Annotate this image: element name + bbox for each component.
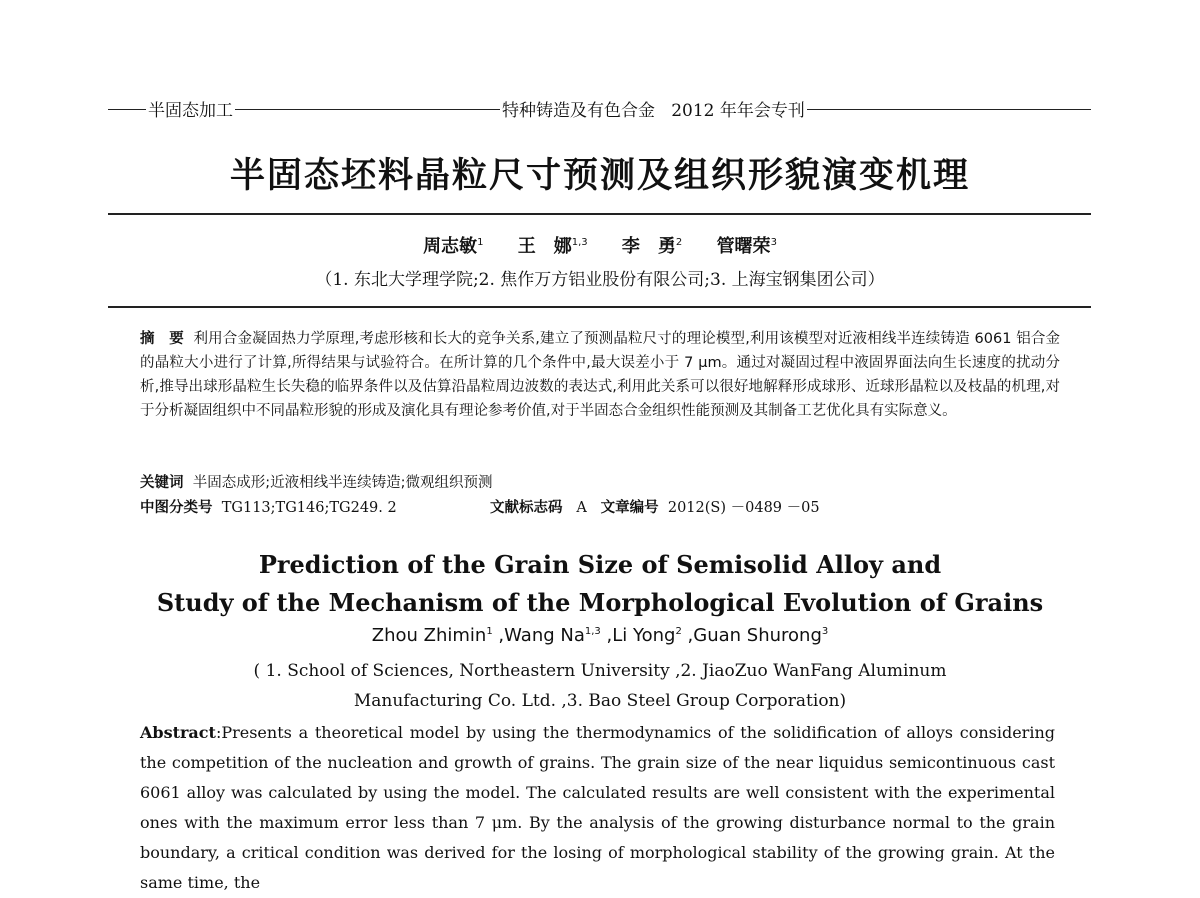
header-issue: 2012 年年会专刊 — [671, 101, 805, 121]
doc-code-line — [490, 496, 820, 517]
author-en: Guan Shurong$^3$ — [693, 625, 829, 646]
affiliations-cn: （1. 东北大学理学院;2. 焦作万方铝业股份有限公司;3. 上海宝钢集团公司） — [315, 270, 885, 290]
paper-title-cn: 半固态坯料晶粒尺寸预测及组织形貌演变机理 — [229, 156, 970, 196]
paper-title-en — [0, 546, 1200, 622]
authors-cn — [0, 232, 1200, 258]
author-en: Li Yong$^2$ , — [612, 625, 694, 646]
abstract-en-text: Presents a theoretical model by using the thermodynamics of the solidification of alloys considering the competition of the nucleation and growth of grains. The grain size of the near liquidus semicontinuous cast 6061 alloy was calculated by using the model. The calculated results are well consistent with the experimental ones with the maximum error less than 7 μm. By the analysis of the growing disturbance normal to the grain boundary, a critical condition was derived for the losing of morphological stability of the growing grain. At the same time, the — [140, 723, 1055, 892]
header-section: 半固态加工 — [146, 96, 235, 121]
classification-line — [140, 496, 397, 517]
author-en: Zhou Zhimin$^1$ , — [371, 625, 505, 646]
clc-value: TG113;TG146;TG249. 2 — [221, 500, 397, 516]
affiliation-en-line2: Manufacturing Co. Ltd. ,3. Bao Steel Group Corporation) — [353, 691, 847, 711]
authors-en — [0, 625, 1200, 646]
article-number-value: 2012(S) －0489 －05 — [667, 500, 820, 516]
author-cn: 李 勇$^2$ — [621, 236, 683, 257]
author-cn: 王 娜$^{1,3}$ — [517, 236, 588, 257]
abstract-cn-label: 摘 要 — [140, 331, 184, 347]
abstract-en: Abstract:Presents a theoretical model by using the thermodynamics of the solidification of alloys considering the competition of the nucleation and growth of grains. The grain size of the near liquidus semicontinuous cast 6061 alloy was calculated by using the model. The calculated results are well consistent with the experimental ones with the maximum error less than 7 μm. By the analysis of the growing disturbance normal to the grain boundary, a critical condition was derived for the losing of morphological stability of the growing grain. At the same time, the — [140, 723, 1055, 892]
keywords — [140, 471, 493, 492]
doc-code-value: A — [576, 500, 587, 516]
affiliation-rule — [108, 306, 1091, 308]
article-number-label: 文章编号 — [600, 500, 659, 516]
author-en: Wang Na$^{1,3}$ , — [504, 625, 613, 646]
abstract-cn — [140, 327, 1060, 423]
clc-label: 中图分类号 — [140, 500, 213, 516]
keywords-label: 关键词 — [140, 475, 184, 491]
affiliations-en — [0, 656, 1200, 716]
author-cn: 周志敏$^1$ — [423, 236, 484, 257]
title-en-line2: Study of the Mechanism of the Morphological Evolution of Grains — [156, 588, 1044, 617]
abstract-en-label: Abstract — [140, 723, 216, 742]
author-cn: 管曙荣$^3$ — [716, 236, 777, 257]
keywords-text: 半固态成形;近液相线半连续铸造;微观组织预测 — [192, 475, 493, 491]
title-rule — [108, 213, 1091, 215]
affiliation-en-line1: ( 1. School of Sciences, Northeastern University ,2. JiaoZuo WanFang Aluminum — [253, 661, 947, 681]
header-journal: 特种铸造及有色合金 — [502, 101, 655, 121]
doc-code-label: 文献标志码 — [490, 500, 563, 516]
header-journal-issue — [500, 96, 807, 121]
title-en-line1: Prediction of the Grain Size of Semisolid Alloy and — [258, 550, 942, 579]
abstract-cn-text: 利用合金凝固热力学原理,考虑形核和长大的竞争关系,建立了预测晶粒尺寸的理论模型,利用该模型对近液相线半连续铸造 6061 铝合金的晶粒大小进行了计算,所得结果与试验符合。在所计算的几个条件中,最大误差小于 7 μm。通过对凝固过程中液固界面法向生长速度的扰动分析,推导出球形晶粒生长失稳的临界条件以及估算沿晶粒周边波数的表达式,利用此关系可以很好地解释形成球形、近球形晶粒以及枝晶的机理,对于分析凝固组织中不同晶粒形貌的形成及演化具有理论参考价值,对于半固态合金组织性能预测及其制备工艺优化具有实际意义。 — [140, 331, 1061, 419]
